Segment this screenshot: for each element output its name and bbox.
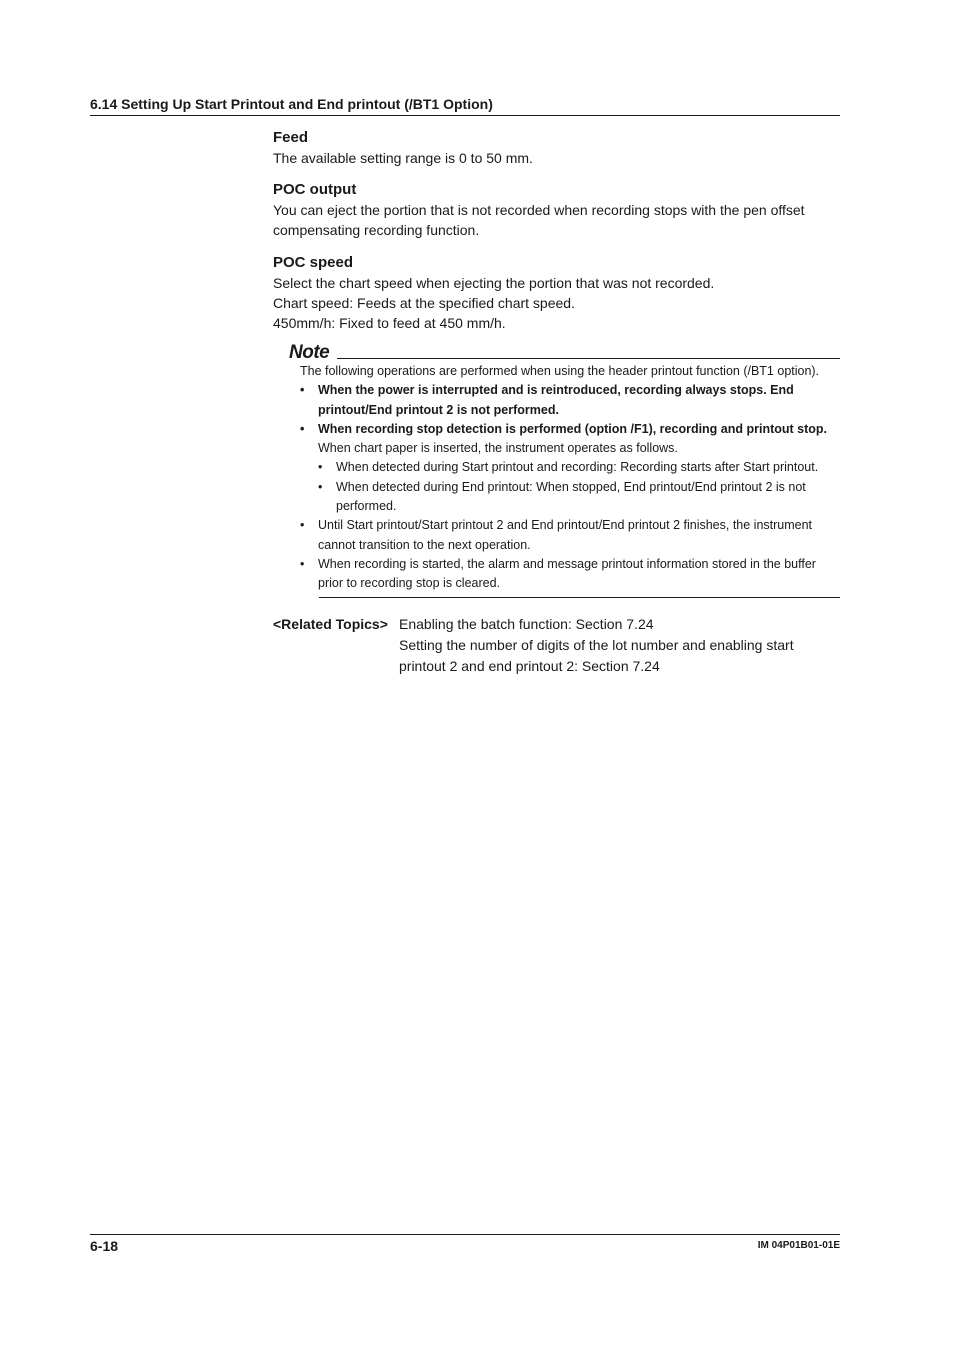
note-bullet-power <box>300 381 845 420</box>
poc-speed-section <box>273 253 840 333</box>
bullet-icon: • <box>300 383 305 398</box>
feed-section <box>273 128 840 168</box>
note-bullet-stop-detection <box>300 420 845 439</box>
note-title: Note <box>289 342 330 363</box>
note-bullet-buffer-line1: When recording is started, the alarm and message printout information stored in the buffer <box>318 556 816 571</box>
related-topic-lot-line2: printout 2 and end printout 2: Section 7.24 <box>399 658 660 674</box>
footer-rule <box>90 1234 840 1235</box>
note-sub-bullet-start <box>300 458 845 477</box>
note-bullet-transition-line2: cannot transition to the next operation. <box>318 537 531 552</box>
note-sub-bullet-end-line2: performed. <box>336 499 397 514</box>
feed-text: The available setting range is 0 to 50 mm. <box>273 150 533 166</box>
poc-speed-line3: 450mm/h: Fixed to feed at 450 mm/h. <box>273 315 506 331</box>
note-sub-bullet-start-text: When detected during Start printout and recording: Recording starts after Start printout. <box>336 460 819 475</box>
bullet-icon: • <box>318 479 323 494</box>
note-bullet-transition <box>300 516 845 555</box>
document-id: IM 04P01B01-01E <box>757 1240 840 1251</box>
bullet-icon: • <box>300 518 305 533</box>
bullet-icon: • <box>318 460 323 475</box>
related-topics-label: <Related Topics> <box>273 616 388 632</box>
poc-speed-heading: POC speed <box>273 254 354 271</box>
poc-output-heading: POC output <box>273 181 357 198</box>
note-bullet-buffer-line2: prior to recording stop is cleared. <box>318 576 501 591</box>
note-sub-bullet-end-line1: When detected during End printout: When stopped, End printout/End printout 2 is not <box>336 479 806 494</box>
note-bullet-buffer <box>300 555 845 594</box>
page-number: 6-18 <box>90 1238 119 1254</box>
note-stop-detection-text: When chart paper is inserted, the instrument operates as follows. <box>318 441 678 456</box>
related-topics-items <box>399 614 839 677</box>
poc-output-line1: You can eject the portion that is not recorded when recording stops with the pen offset <box>273 202 805 218</box>
note-bullet-power-line1: When the power is interrupted and is reintroduced, recording always stops. End <box>318 383 794 398</box>
note-body <box>300 362 845 594</box>
note-sub-bullet-end <box>300 478 845 517</box>
related-topic-lot-line1: Setting the number of digits of the lot number and enabling start <box>399 637 794 653</box>
poc-output-section <box>273 180 840 240</box>
section-title: 6.14 Setting Up Start Printout and End printout (/BT1 Option) <box>90 95 840 116</box>
note-intro: The following operations are performed when using the header printout function (/BT1 option). <box>300 364 820 378</box>
note-bottom-rule <box>319 597 840 598</box>
poc-speed-line2: Chart speed: Feeds at the specified chart speed. <box>273 295 575 311</box>
bullet-icon: • <box>300 421 305 436</box>
note-bullet-stop-detection-line1: When recording stop detection is performed (option /F1), recording and printout stop. <box>318 421 828 436</box>
poc-speed-line1: Select the chart speed when ejecting the portion that was not recorded. <box>273 275 715 291</box>
related-topic-batch: Enabling the batch function: Section 7.24 <box>399 616 654 632</box>
feed-heading: Feed <box>273 129 309 146</box>
note-top-rule <box>337 358 840 359</box>
poc-output-line2: compensating recording function. <box>273 222 480 238</box>
note-bullet-power-line2: printout/End printout 2 is not performed. <box>318 402 559 417</box>
note-bullet-transition-line1: Until Start printout/Start printout 2 and End printout/End printout 2 finishes, the instrument <box>318 518 813 533</box>
bullet-icon: • <box>300 556 305 571</box>
